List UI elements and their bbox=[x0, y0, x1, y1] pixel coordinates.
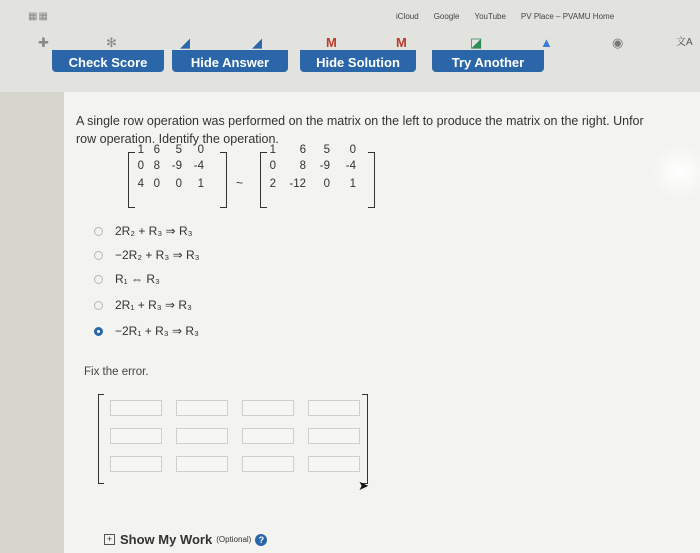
matrix-entry: 4 bbox=[137, 178, 144, 190]
matrix-right-bracket bbox=[362, 394, 368, 484]
hide-solution-button[interactable]: Hide Solution bbox=[300, 50, 416, 72]
radio-button[interactable] bbox=[94, 275, 103, 284]
gmail-icon[interactable]: M bbox=[326, 35, 337, 50]
option-4[interactable] bbox=[94, 296, 192, 314]
matrix-right-bracket bbox=[368, 152, 375, 208]
matrix-input-cell[interactable] bbox=[308, 428, 360, 444]
gmail-icon[interactable]: M bbox=[396, 35, 407, 50]
matrix-entry: -12 bbox=[289, 178, 306, 190]
row-equivalent-symbol: ~ bbox=[236, 176, 244, 190]
option-2[interactable] bbox=[94, 246, 200, 264]
matrix-entry: 1 bbox=[197, 178, 204, 190]
mouse-cursor-icon: ➤ bbox=[358, 478, 369, 493]
answer-matrix-input bbox=[98, 394, 368, 484]
action-buttons bbox=[0, 50, 700, 76]
matrix-input-cell[interactable] bbox=[110, 400, 162, 416]
matrix-row bbox=[266, 178, 356, 190]
shape-icon[interactable]: ◢ bbox=[252, 35, 262, 50]
matrix-left-bracket bbox=[98, 394, 104, 484]
matrix-entry: -4 bbox=[345, 160, 356, 172]
matrix-input-cell[interactable] bbox=[110, 428, 162, 444]
show-my-work[interactable] bbox=[104, 532, 267, 547]
option-label: 2R₂ + R₃ ⇒ R₃ bbox=[115, 224, 193, 238]
matrix-entry: 6 bbox=[153, 144, 160, 156]
option-label: R₁ ⇔ R₃ bbox=[115, 272, 160, 286]
matrix-entry: -4 bbox=[193, 160, 204, 172]
matrix-entry: 2 bbox=[269, 178, 276, 190]
circle-icon[interactable]: ◉ bbox=[612, 35, 624, 50]
option-label: −2R₁ + R₃ ⇒ R₃ bbox=[115, 324, 199, 338]
matrix-row bbox=[134, 178, 204, 190]
matrix-row bbox=[134, 144, 204, 156]
matrix-input-cell[interactable] bbox=[176, 456, 228, 472]
page bbox=[0, 92, 700, 553]
matrix-entry: 8 bbox=[299, 160, 306, 172]
radio-button[interactable] bbox=[94, 227, 103, 236]
matrix-entry: 6 bbox=[299, 144, 306, 156]
radio-button[interactable] bbox=[94, 301, 103, 310]
matrix-input-cell[interactable] bbox=[110, 456, 162, 472]
apps-grid-icon[interactable]: ▦▦ bbox=[28, 11, 49, 22]
gear-icon[interactable]: ✻ bbox=[106, 35, 117, 50]
question-line-1: A single row operation was performed on the matrix on the left to produce the matrix on the right. Unfor bbox=[76, 114, 644, 128]
help-icon[interactable]: ? bbox=[255, 534, 267, 546]
matrix-input-cell[interactable] bbox=[242, 400, 294, 416]
option-3[interactable] bbox=[94, 270, 160, 288]
bookmark-pvplace[interactable]: PV Place – PVAMU Home bbox=[520, 12, 615, 21]
matrix-entry: 0 bbox=[269, 160, 276, 172]
matrix-entry: 5 bbox=[323, 144, 330, 156]
translate-icon[interactable]: 文A bbox=[676, 37, 693, 48]
radio-button-selected[interactable] bbox=[94, 327, 103, 336]
matrix-entry: 0 bbox=[153, 178, 160, 190]
matrix-entry: 1 bbox=[137, 144, 144, 156]
fix-error-label: Fix the error. bbox=[84, 366, 149, 378]
matrix-input-cell[interactable] bbox=[242, 456, 294, 472]
drive-icon[interactable]: ▲ bbox=[540, 35, 553, 50]
option-1[interactable] bbox=[94, 222, 193, 240]
bookmark-google[interactable]: Google bbox=[433, 12, 460, 21]
option-label: −2R₂ + R₃ ⇒ R₃ bbox=[115, 248, 200, 262]
chart-icon[interactable]: ◪ bbox=[470, 35, 483, 50]
matrix-row bbox=[134, 160, 204, 172]
question-panel bbox=[64, 92, 700, 553]
matrix-entry: -9 bbox=[171, 160, 182, 172]
question-text bbox=[76, 112, 700, 148]
matrix-entry: 0 bbox=[175, 178, 182, 190]
matrix-entry: 0 bbox=[137, 160, 144, 172]
check-score-button[interactable]: Check Score bbox=[52, 50, 164, 72]
hide-answer-button[interactable]: Hide Answer bbox=[172, 50, 288, 72]
matrix-input-cell[interactable] bbox=[308, 400, 360, 416]
option-5[interactable] bbox=[94, 322, 199, 340]
matrix-right-bracket bbox=[220, 152, 227, 208]
bookmark-youtube[interactable]: YouTube bbox=[474, 12, 506, 21]
question-line-2: row operation. Identify the operation. bbox=[76, 132, 279, 146]
matrix-entry: 8 bbox=[153, 160, 160, 172]
matrix-row bbox=[266, 160, 356, 172]
try-another-button[interactable]: Try Another bbox=[432, 50, 544, 72]
matrix-input-cell[interactable] bbox=[176, 428, 228, 444]
option-label: 2R₁ + R₃ ⇒ R₃ bbox=[115, 298, 192, 312]
matrix-entry: 1 bbox=[349, 178, 356, 190]
bookmarks-bar bbox=[396, 12, 614, 21]
matrix-row bbox=[266, 144, 356, 156]
matrix-entry: 0 bbox=[349, 144, 356, 156]
matrix-entry: 5 bbox=[175, 144, 182, 156]
shape-icon[interactable]: ◢ bbox=[180, 35, 190, 50]
matrix-entry: 1 bbox=[269, 144, 276, 156]
puzzle-icon[interactable]: ✚ bbox=[38, 35, 49, 50]
bookmark-icloud[interactable]: iCloud bbox=[396, 12, 419, 21]
matrix-input-cell[interactable] bbox=[308, 456, 360, 472]
show-my-work-label: Show My Work bbox=[120, 532, 213, 547]
expand-icon[interactable]: + bbox=[104, 534, 115, 545]
browser-chrome bbox=[0, 0, 700, 92]
optional-label: (Optional) bbox=[216, 535, 252, 544]
radio-button[interactable] bbox=[94, 251, 103, 260]
matrix-input-cell[interactable] bbox=[242, 428, 294, 444]
matrix-entry: 0 bbox=[197, 144, 204, 156]
matrix-entry: 0 bbox=[323, 178, 330, 190]
matrix-input-cell[interactable] bbox=[176, 400, 228, 416]
matrix-entry: -9 bbox=[319, 160, 330, 172]
